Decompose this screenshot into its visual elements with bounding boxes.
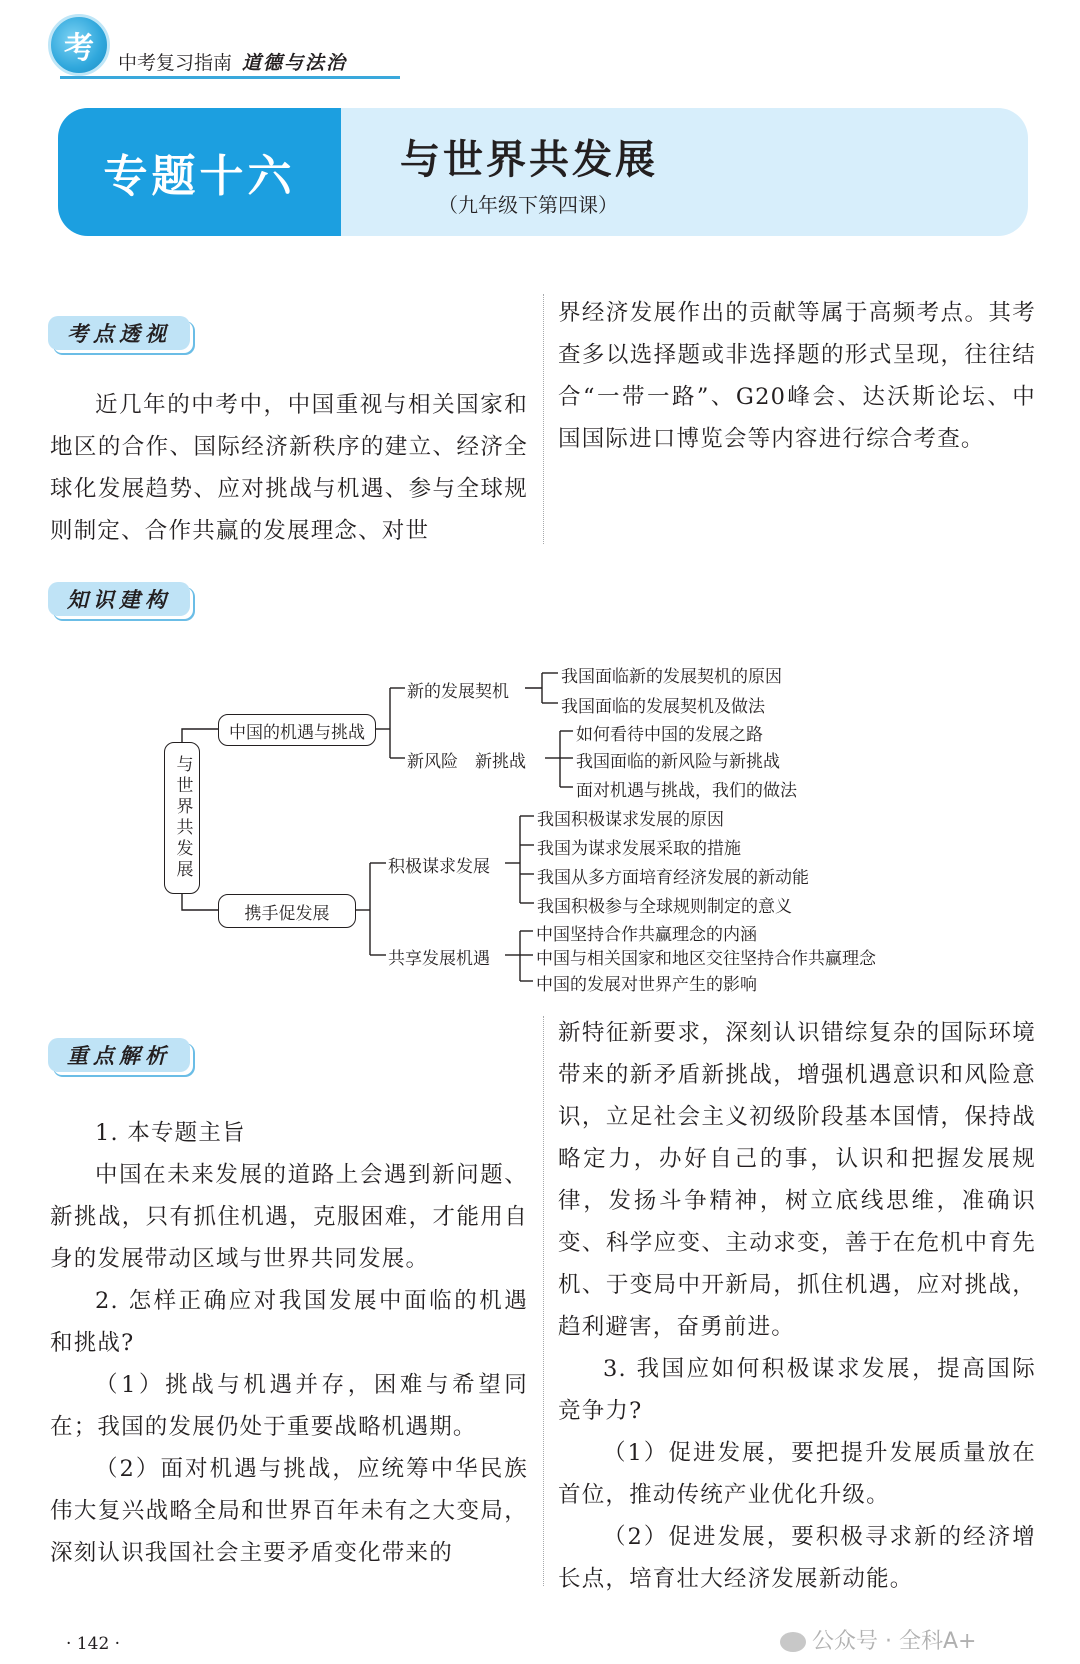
analysis-paragraph: 1. 本专题主旨 [95,1120,246,1146]
leaf-node: 我国积极参与全球规则制定的意义 [537,897,792,917]
wechat-icon [780,1632,806,1652]
root-label: 与世界共发展 [172,755,193,881]
leaf-node: 我国面临新的发展契机的原因 [561,667,782,687]
page-subtitle: （九年级下第四课） [438,193,618,217]
page-title: 与世界共发展 [400,136,658,183]
analysis-paragraph: 2. 怎样正确应对我国发展中面临的机遇和挑战? [50,1288,528,1356]
section-tag-zhongdian: 重点解析 [48,1038,190,1072]
analysis-left-column [50,1112,528,1574]
watermark [780,1624,976,1655]
analysis-paragraph: 3. 我国应如何积极谋求发展，提高国际竞争力? [558,1356,1036,1424]
analysis-paragraph: 中国在未来发展的道路上会遇到新问题、新挑战，只有抓住机遇，克服困难，才能用自身的发展带动区域与世界共同发展。 [50,1162,528,1272]
leaf-node: 我国面临的新风险与新挑战 [576,752,780,772]
sub-node: 共享发展机遇 [388,949,490,969]
leaf-node: 如何看待中国的发展之路 [576,725,763,745]
watermark-text: 公众号 · 全科A+ [812,1629,977,1654]
leaf-node: 面对机遇与挑战，我们的做法 [576,781,797,801]
sub-node: 新风险 新挑战 [407,752,526,772]
analysis-paragraph: （2）面对机遇与挑战，应统筹中华民族伟大复兴战略全局和世界百年未有之大变局，深刻认识我国社会主要矛盾变化带来的 [50,1456,528,1566]
branch-node-cooperation [218,894,356,928]
analysis-paragraph: （2）促进发展，要积极寻求新的经济增长点，培育壮大经济发展新动能。 [558,1524,1036,1592]
logo-icon: 考 [48,14,110,76]
brand-name: 中考复习指南 [118,52,233,74]
branch-label: 携手促发展 [244,903,330,924]
leaf-node: 中国的发展对世界产生的影响 [536,975,757,995]
analysis-paragraph: （1）促进发展，要把提升发展质量放在首位，推动传统产业优化升级。 [558,1440,1036,1508]
analysis-paragraph: （1）挑战与机遇并存，困难与希望同在；我国的发展仍处于重要战略机遇期。 [50,1372,528,1440]
kaodian-paragraph-right: 界经济发展作出的贡献等属于高频考点。其考查多以选择题或非选择题的形式呈现，往往结合“一带一路”、G20峰会、达沃斯论坛、中国国际进口博览会等内容进行综合考查。 [558,300,1036,452]
column-divider [543,1016,544,1586]
section-tag-zhishi: 知识建构 [48,582,190,616]
page-number: · 142 · [66,1634,121,1654]
analysis-right-column [558,1012,1036,1600]
topic-number: 专题十六 [58,108,341,236]
sub-node: 积极谋求发展 [388,857,490,877]
leaf-node: 我国面临的发展契机及做法 [561,697,765,717]
analysis-paragraph: 新特征新要求，深刻认识错综复杂的国际环境带来的新矛盾新挑战，增强机遇意识和风险意识，立足社会主义初级阶段基本国情，保持战略定力，办好自己的事，认识和把握发展规律，发扬斗争精神，树立底线思维，准确识变、科学应变、主动求变，善于在危机中育先机、于变局中开新局，抓住机遇，应对挑战，趋利避害，奋勇前进。 [558,1020,1036,1340]
branch-label: 中国的机遇与挑战 [229,722,365,743]
mind-map-root [164,742,200,894]
leaf-node: 我国为谋求发展采取的措施 [537,839,741,859]
leaf-node: 中国与相关国家和地区交往坚持合作共赢理念 [536,949,876,969]
sub-node: 新的发展契机 [407,682,509,702]
subject-name: 道德与法治 [242,52,348,74]
section-tag-kaodian: 考点透视 [48,316,190,350]
leaf-node: 中国坚持合作共赢理念的内涵 [536,925,757,945]
leaf-node: 我国积极谋求发展的原因 [537,810,724,830]
branch-node-opportunity [218,714,376,746]
leaf-node: 我国从多方面培育经济发展的新动能 [537,868,809,888]
kaodian-paragraph-left: 近几年的中考中，中国重视与相关国家和地区的合作、国际经济新秩序的建立、经济全球化发展趋势、应对挑战与机遇、参与全球规则制定、合作共赢的发展理念、对世 [50,392,528,544]
